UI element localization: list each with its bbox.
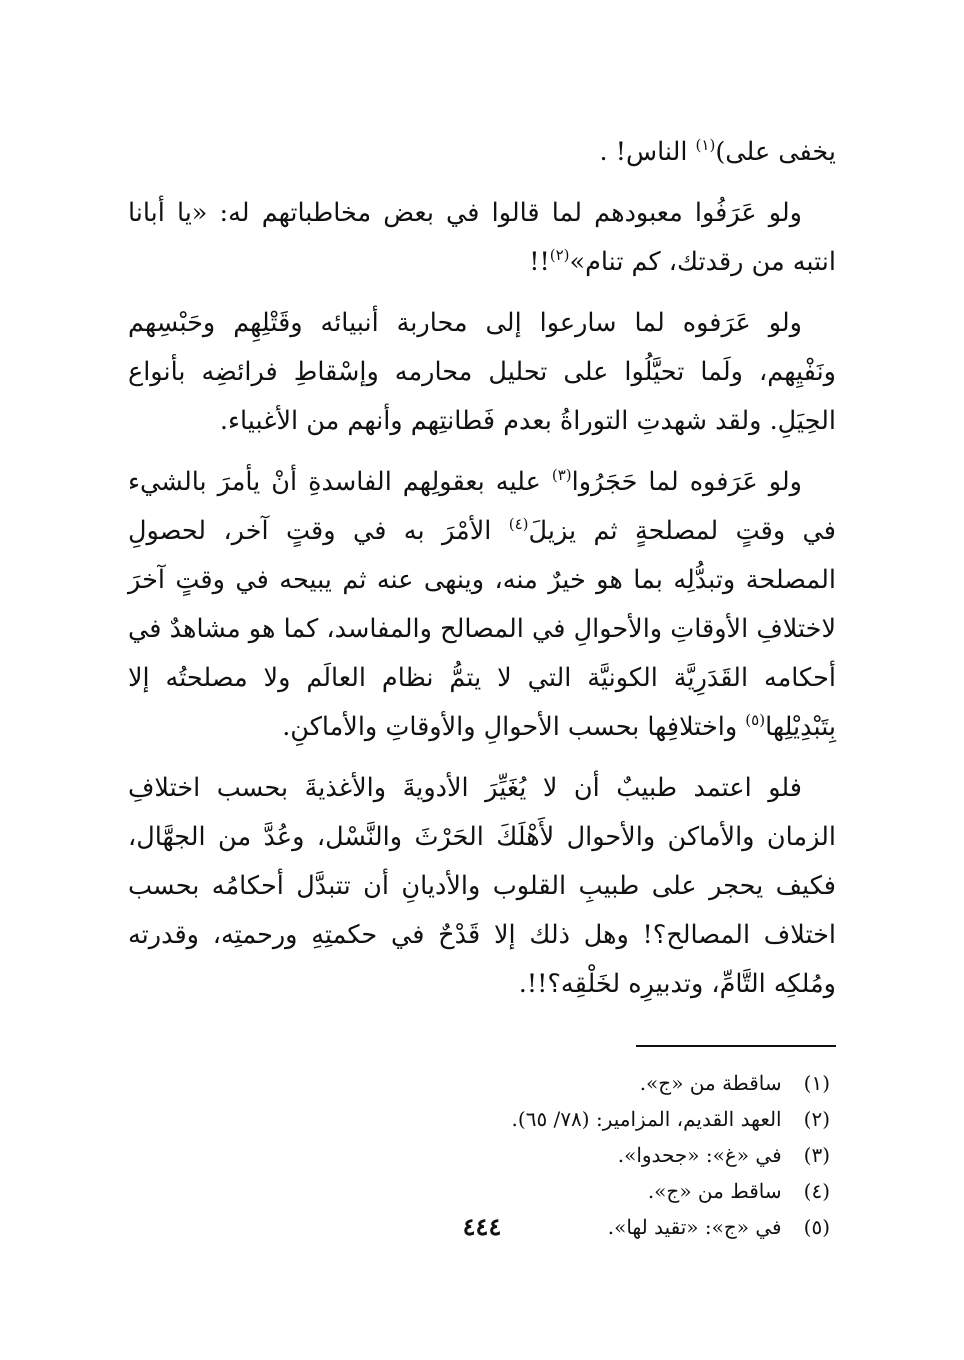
p3-text: ولو عَرَفوه لما سارعوا إلى محاربة أنبيائه وقَتْلِهِم وحَبْسِهم ونَفْيِهم، ولَما تحيَّلُوا على تحليل محارمه وإسْقاطِ فرائضِه بأنواع الحِيَلِ. ولقد شهدتِ التوراةُ بعدم فَطانتِهم وأنهم من الأغبياء. [128,308,836,436]
footnote-text: ساقط من «ج». [647,1179,782,1203]
p5-text: فلو اعتمد طبيبٌ أن لا يُغَيِّرَ الأدويةَ والأغذيةَ بحسب اختلافِ الزمان والأماكن والأحوال لأَهْلَكَ الحَرْثَ والنَّسْل، وعُدَّ من الجهَّال، فكيف يحجر على طبيبِ القلوب والأديانِ أن تتبدَّل أحكامُه بحسب اختلاف المصالح؟! وهل ذلك إلا قَدْحٌ في حكمتِهِ ورحمتِه، وقدرته ومُلكِه التَّامِّ، وتدبيرِه لخَلْقِه؟!!. [128,773,836,999]
footnote-2 [128,1101,830,1137]
footnote-4 [128,1173,830,1209]
footnote-number: (٤) [803,1179,830,1203]
footnote-text: العهد القديم، المزامير: (٧٨/ ٦٥). [511,1107,782,1131]
p4-text-d: واختلافِها بحسب الأحوالِ والأوقاتِ والأماكنِ. [282,712,746,742]
paragraph-4 [128,458,836,752]
footnote-text: في «ج»: «تقيد لها». [607,1215,782,1239]
p1-text-before: يخفى على) [715,137,836,167]
footnote-ref-2[interactable]: (٢) [549,246,570,264]
paragraph-1 [128,128,836,177]
p2-text-before: ولو عَرَفُوا معبودهم لما قالوا في بعض مخاطباتهم له: «يا أبانا انتبه من رقدتك، كم تنام» [128,198,836,277]
footnote-ref-4[interactable]: (٤) [508,515,529,533]
footnote-text: في «غ»: «جحدوا». [617,1143,782,1167]
footnote-ref-1[interactable]: (١) [695,136,716,154]
footnote-number: (٥) [803,1215,830,1239]
footnote-number: (٢) [803,1107,830,1131]
footnote-3 [128,1137,830,1173]
paragraph-5 [128,764,836,1009]
main-text [128,128,836,1009]
footnote-1 [128,1065,830,1101]
p4-text-a: ولو عَرَفوه لما حَجَرُوا [571,467,802,497]
footnote-number: (١) [803,1071,830,1095]
footnote-number: (٣) [803,1143,830,1167]
p1-text-after: الناس! . [599,137,696,167]
p4-text-b: عليه بعقولِهم الفاسدةِ أنْ يأمرَ بالشيء في وقتٍ لمصلحةٍ ثم يزيلَ [128,467,836,546]
p4-text-c: الأمْرَ به في وقتٍ آخر، لحصولِ المصلحة وتبدُّلِه بما هو خيرٌ منه، وينهى عنه ثم يبيحه في وقتٍ آخرَ لاختلافِ الأوقاتِ والأحوالِ في المصالح والمفاسد، كما هو مشاهدٌ في أحكامه القَدَرِيَّة الكونيَّة التي لا يتمُّ نظام العالَم ولا مصلحتُه إلا بِتَبْدِيْلِها [128,516,836,742]
footnote-ref-3[interactable]: (٣) [551,466,572,484]
footnote-ref-5[interactable]: (٥) [745,711,766,729]
page-number: ٤٤٤ [462,1212,502,1241]
paragraph-2 [128,189,836,287]
p2-text-after: !! [529,247,550,277]
paragraph-3 [128,299,836,446]
footnote-separator [636,1045,836,1047]
footnote-text: ساقطة من «ج». [639,1071,782,1095]
